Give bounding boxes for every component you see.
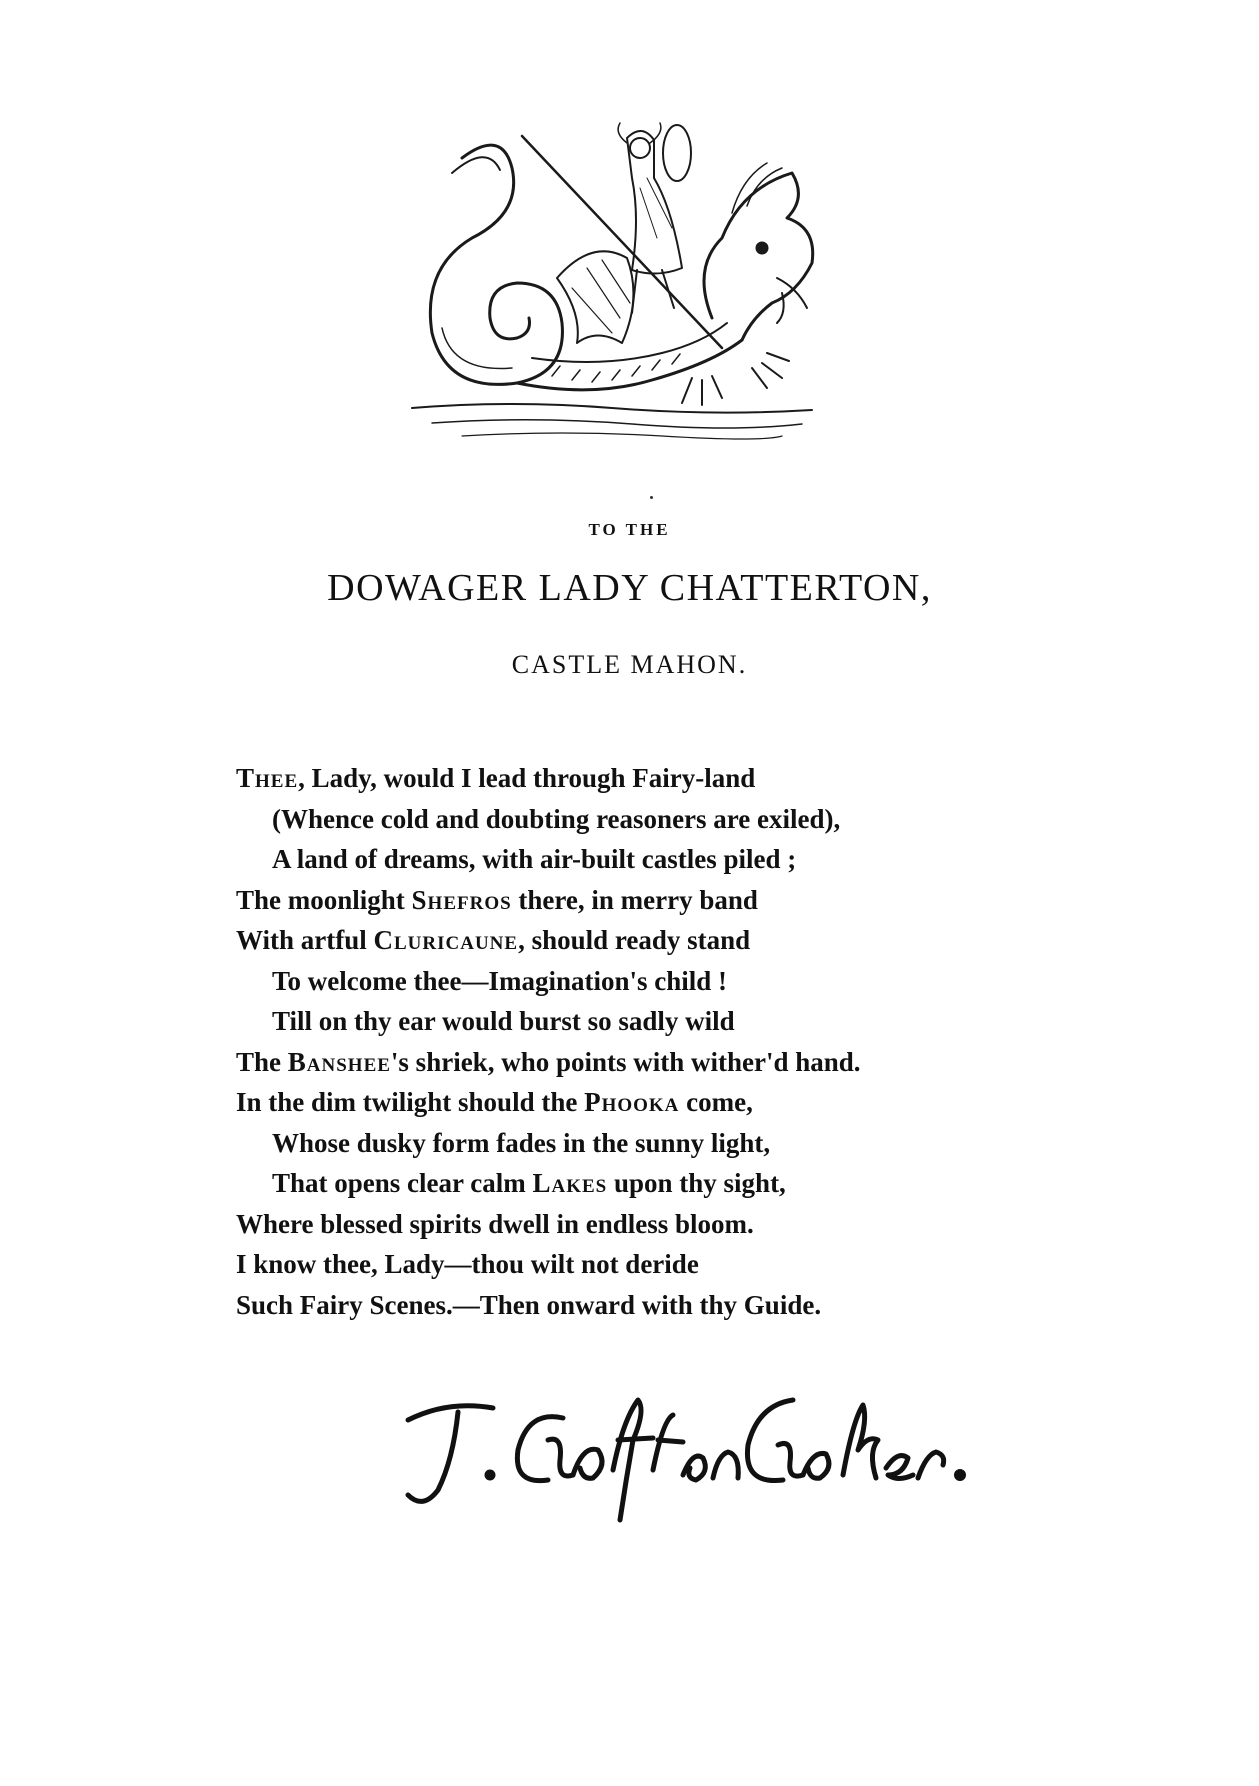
line-text: To welcome thee—Imagination's child ! [272, 965, 727, 996]
poem-line [236, 1163, 1136, 1204]
decorative-dot [650, 496, 653, 499]
sea-dragon-vignette [392, 118, 828, 448]
small-caps-term: Shefros [411, 884, 512, 915]
line-text: That opens clear calm [272, 1168, 533, 1198]
line-text: Where blessed spirits dwell in endless bloom. [236, 1208, 754, 1239]
poem-line [236, 961, 1136, 1002]
poem-line [236, 799, 1136, 840]
poem-line [236, 880, 1136, 921]
line-text: there, in merry band [511, 884, 758, 915]
line-text: A land of dreams, with air-built castles piled ; [272, 844, 797, 874]
poem-line [236, 1001, 1136, 1042]
dedication-poem [236, 758, 1136, 1325]
poem-line [236, 1123, 1136, 1164]
poem-line [236, 839, 1136, 880]
line-text: 's shriek, who points with wither'd hand. [390, 1046, 861, 1077]
line-text: The moonlight [236, 884, 412, 915]
small-caps-term: Thee [236, 763, 299, 793]
line-text: Till on thy ear would burst so sadly wild [272, 1006, 735, 1036]
line-text: Whose dusky form fades in the sunny light, [272, 1127, 771, 1158]
sea-dragon-illustration-icon [392, 118, 828, 448]
poem-line [236, 1204, 1136, 1245]
line-text: , should ready stand [518, 925, 751, 955]
poem-line [236, 1042, 1136, 1083]
dedicatee-name: DOWAGER LADY CHATTERTON, [327, 567, 932, 609]
handwritten-signature-icon [398, 1380, 998, 1530]
line-text: , Lady, would I lead through Fairy-land [298, 763, 756, 793]
line-text: Such Fairy Scenes.—Then onward with thy Guide. [236, 1289, 822, 1320]
line-text: With artful [236, 925, 374, 955]
poem-line [236, 758, 1136, 799]
small-caps-term: Lakes [532, 1168, 608, 1198]
author-signature [398, 1380, 998, 1530]
dedication-preamble: TO THE [588, 520, 671, 539]
small-caps-term: Phooka [584, 1087, 680, 1117]
small-caps-term: Cluricaune [373, 925, 519, 955]
poem-line [236, 1244, 1136, 1285]
poem-line [236, 1082, 1136, 1123]
dedicatee-place: CASTLE MAHON. [511, 650, 748, 679]
line-text: The [236, 1046, 288, 1077]
poem-line [236, 1285, 1136, 1326]
poem-line [236, 920, 1136, 961]
line-text: In the dim twilight should the [236, 1087, 585, 1117]
small-caps-term: Banshee [287, 1046, 391, 1077]
line-text: I know thee, Lady—thou wilt not deride [236, 1249, 699, 1279]
line-text: upon thy sight, [607, 1168, 786, 1198]
line-text: come, [679, 1087, 753, 1117]
line-text: (Whence cold and doubting reasoners are exiled), [272, 803, 841, 834]
